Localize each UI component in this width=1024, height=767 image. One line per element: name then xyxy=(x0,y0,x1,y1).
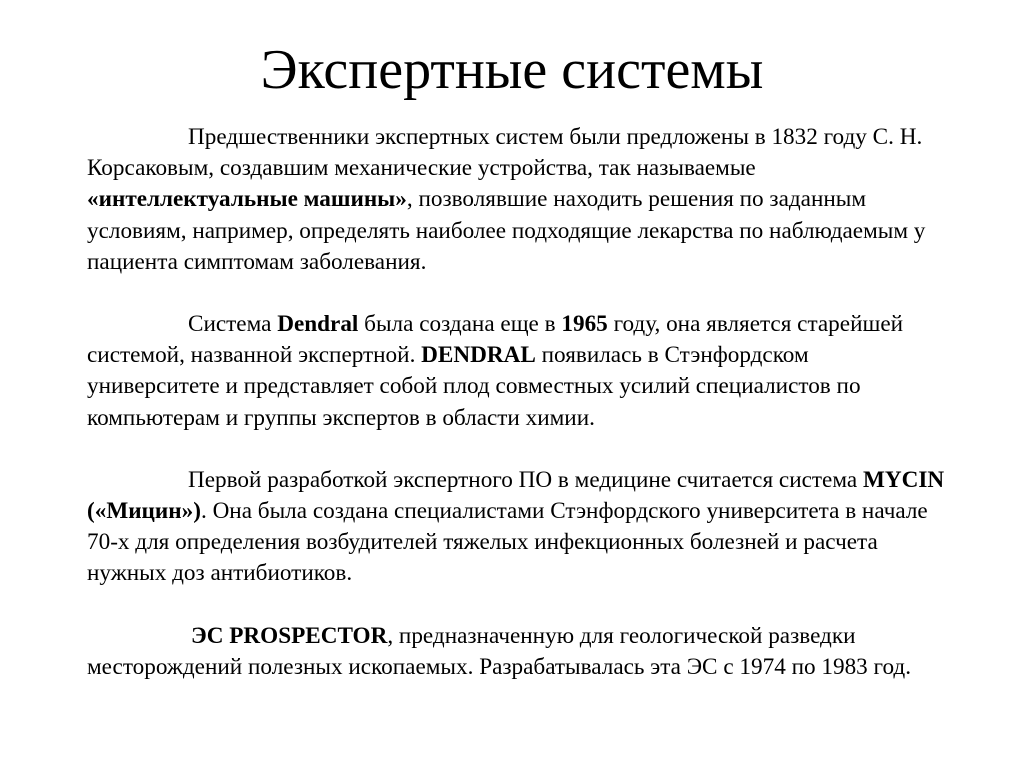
slide-body xyxy=(87,122,947,683)
paragraph-text: , позволявшие находить решения по заданным условиям, например, определять наиболее подходящие лекарства по наблюдаемым у пациента симптомам заболевания. xyxy=(87,186,926,275)
paragraph-prospector xyxy=(87,621,947,683)
paragraph-dendral xyxy=(87,309,947,434)
paragraph-text: появилась в Стэнфордском университете и представляет собой плод совместных усилий специалистов по компьютерам и группы экспертов в области химии. xyxy=(87,342,861,431)
slide-title: Экспертные системы xyxy=(260,39,764,101)
bold-term-dendral: Dendral xyxy=(277,311,359,338)
paragraph-text: Система xyxy=(188,311,278,338)
bold-term-prospector: ЭС PROSPECTOR xyxy=(191,622,388,649)
paragraph-text: Предшественники экспертных систем были предложены в 1832 году С. Н. Корсаковым, создавшим механические устройства, так называемые xyxy=(87,124,923,182)
bold-term-mycin: MYCIN («Мицин») xyxy=(87,466,945,525)
paragraph-mycin xyxy=(87,465,947,590)
bold-term-intellectual-machines: «интеллектуальные машины» xyxy=(87,186,407,213)
paragraph-text: была создана еще в xyxy=(358,311,562,338)
bold-term-dendral-caps: DENDRAL xyxy=(421,342,536,369)
paragraph-text: Первой разработкой экспертного ПО в медицине считается система xyxy=(188,466,863,493)
bold-year-1965: 1965 xyxy=(561,311,608,338)
paragraph-text: году, она является старейшей системой, названной экспертной. xyxy=(87,311,904,369)
paragraph-text: . Она была создана специалистами Стэнфордского университета в начале 70-х для определения возбудителей тяжелых инфекционных болезней и расчета нужных доз антибиотиков. xyxy=(87,498,928,587)
paragraph-korsakov xyxy=(87,122,947,278)
paragraph-text: , предназначенную для геологической разведки месторождений полезных ископаемых. Разрабатывалась эта ЭС с 1974 по 1983 год. xyxy=(87,622,912,680)
